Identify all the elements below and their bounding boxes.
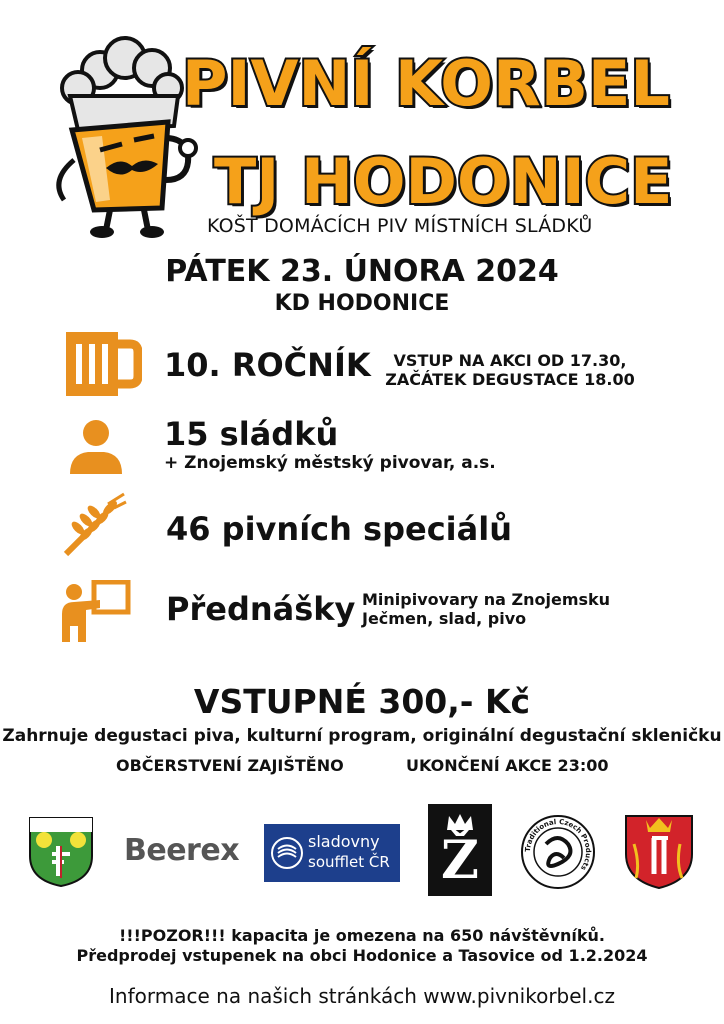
end-time-note: UKONČENÍ AKCE 23:00: [406, 756, 609, 775]
crown-icon: [445, 812, 475, 832]
brewery-note: + Znojemský městský pivovar, a.s.: [164, 453, 496, 473]
specials-count: 46 pivních speciálů: [166, 510, 512, 548]
event-title-line1: PIVNÍ KORBEL: [182, 47, 670, 120]
entry-price: VSTUPNÉ 300,- Kč: [193, 682, 531, 721]
beer-mascot-logo: [40, 30, 200, 240]
beer-mug-icon: [62, 330, 142, 400]
entry-time-line1: VSTUP NA AKCI OD 17.30,: [393, 351, 627, 370]
presale-info: Předprodej vstupenek na obci Hodonice a Tasovice od 1.2.2024: [76, 946, 648, 965]
event-venue: KD HODONICE: [274, 291, 450, 316]
capacity-warning-line1: !!!POZOR!!! kapacita je omezena na 650 návštěvníků.: [119, 926, 605, 945]
sladovny-soufflet-logo: [264, 824, 400, 882]
event-subtitle: KOŠT DOMÁCÍCH PIV MÍSTNÍCH SLÁDKŮ: [207, 215, 593, 237]
lectures-topics: [362, 590, 610, 628]
capacity-warning: [0, 926, 724, 966]
tasovice-coat-of-arms-logo: [624, 814, 694, 890]
entry-time-note: [385, 351, 635, 389]
presenter-icon: [60, 580, 132, 642]
refreshments-note: OBČERSTVENÍ ZAJIŠTĚNO: [116, 756, 344, 775]
lecture-topic-1: Minipivovary na Znojemsku: [362, 590, 611, 609]
price-includes: Zahrnuje degustaci piva, kulturní program, originální degustační skleničku: [2, 726, 722, 746]
event-title-line2: TJ HODONICE: [214, 145, 673, 218]
lecture-topic-2: Ječmen, slad, pivo: [362, 609, 527, 628]
brewers-count: 15 sládků: [164, 415, 339, 453]
sladovny-line1: sladovny: [308, 832, 380, 851]
edition-label: 10. ROČNÍK: [164, 346, 371, 384]
website-info: Informace na našich stránkách www.pivnikorbel.cz: [109, 984, 615, 1008]
soufflet-emblem-icon: [270, 836, 304, 870]
znojmo-z-logo: [428, 804, 492, 896]
traditional-ring-text: Traditional Czech Products: [523, 817, 593, 872]
event-date: PÁTEK 23. ÚNORA 2024: [165, 254, 559, 289]
lectures-label: Přednášky: [166, 590, 356, 628]
sladovny-line2: soufflet ČR: [308, 853, 390, 871]
hodonice-coat-of-arms-logo: [28, 816, 94, 888]
traditional-czech-products-logo: [520, 814, 596, 890]
person-icon: [66, 418, 126, 478]
beerex-logo: Beerex: [124, 833, 240, 868]
entry-time-line2: ZAČÁTEK DEGUSTACE 18.00: [385, 370, 635, 389]
wheat-icon: [62, 492, 128, 558]
znojmo-letter: Ž: [441, 830, 479, 891]
